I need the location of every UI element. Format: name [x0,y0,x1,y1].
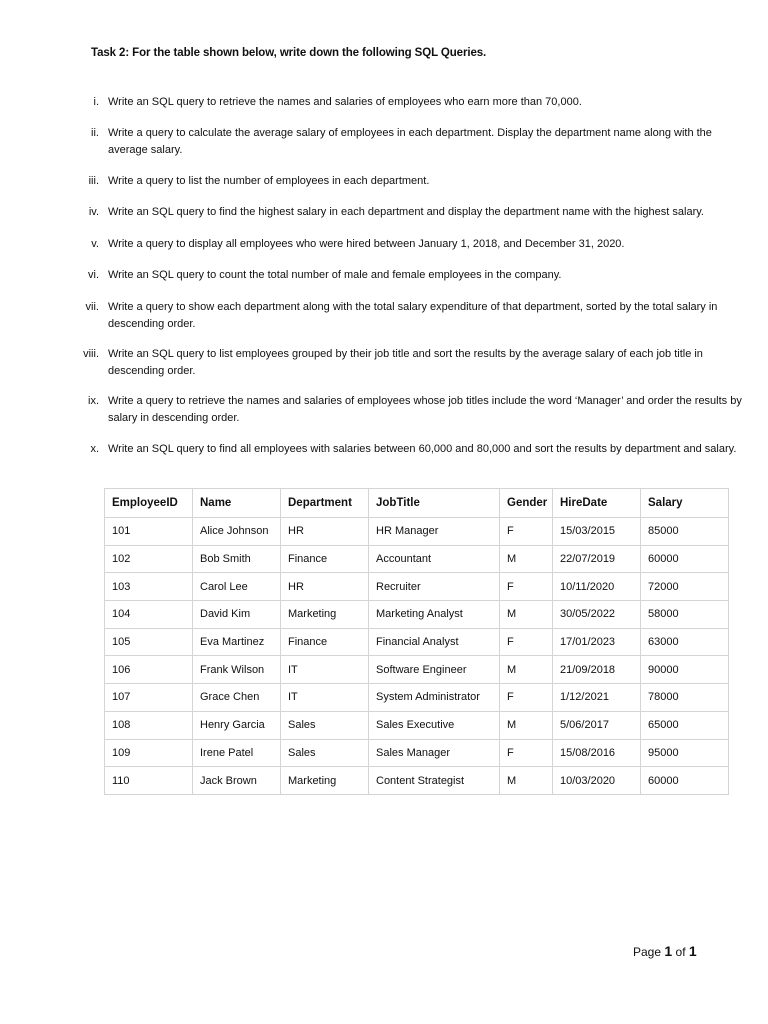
name-cell: Frank Wilson [193,656,281,684]
task-heading: Task 2: For the table shown below, write down the following SQL Queries. [91,47,487,59]
gender-cell: M [500,656,553,684]
question-text: Write an SQL query to find the highest salary in each department and display the department name with the highest salary. [108,206,704,218]
column-header-department: Department [281,489,369,518]
question-number: i. [93,96,99,108]
salary-cell: 90000 [641,656,729,684]
job-title-cell: Sales Executive [369,711,500,739]
department-cell: IT [281,684,369,712]
name-cell: Henry Garcia [193,711,281,739]
gender-cell: M [500,711,553,739]
job-title-cell: Content Strategist [369,767,500,795]
question-text: Write a query to list the number of employees in each department. [108,175,430,187]
department-cell: HR [281,573,369,601]
page-label: Page [633,945,662,959]
table-row [105,767,729,795]
hire-date-cell: 15/03/2015 [553,518,641,546]
department-cell: Sales [281,711,369,739]
table-row [105,628,729,656]
gender-cell: M [500,767,553,795]
question-number: iii. [88,175,99,187]
table-header-row [105,489,729,518]
table-row [105,545,729,573]
table-row [105,573,729,601]
employee-id-cell: 108 [105,711,193,739]
column-header-jobtitle: JobTitle [369,489,500,518]
employee-id-cell: 109 [105,739,193,767]
salary-cell: 95000 [641,739,729,767]
employee-table-container [104,488,728,795]
employee-table [104,488,729,795]
salary-cell: 65000 [641,711,729,739]
gender-cell: F [500,573,553,601]
question-text: Write an SQL query to list employees grouped by their job title and sort the results by the average salary of each job title in descending order. [108,348,703,377]
name-cell: Eva Martinez [193,628,281,656]
table-row [105,518,729,546]
question-text: Write a query to display all employees who were hired between January 1, 2018, and December 31, 2020. [108,238,625,250]
question-number: ii. [91,127,99,139]
job-title-cell: Recruiter [369,573,500,601]
column-header-name: Name [193,489,281,518]
total-pages-number: 1 [688,943,697,959]
salary-cell: 60000 [641,767,729,795]
name-cell: Alice Johnson [193,518,281,546]
current-page-number: 1 [664,943,673,959]
name-cell: Grace Chen [193,684,281,712]
job-title-cell: Software Engineer [369,656,500,684]
salary-cell: 58000 [641,601,729,629]
employee-id-cell: 105 [105,628,193,656]
of-label: of [675,945,686,959]
employee-id-cell: 106 [105,656,193,684]
table-row [105,739,729,767]
question-text: Write a query to show each department along with the total salary expenditure of that department, sorted by the total salary in descending order. [108,301,718,330]
salary-cell: 78000 [641,684,729,712]
department-cell: Sales [281,739,369,767]
salary-cell: 60000 [641,545,729,573]
question-number: vi. [88,269,99,281]
page-footer [633,943,697,959]
hire-date-cell: 5/06/2017 [553,711,641,739]
question-text: Write a query to calculate the average salary of employees in each department. Display the department name along with the average salary. [108,127,712,156]
name-cell: Carol Lee [193,573,281,601]
department-cell: Marketing [281,767,369,795]
department-cell: Finance [281,628,369,656]
gender-cell: M [500,545,553,573]
hire-date-cell: 10/03/2020 [553,767,641,795]
job-title-cell: System Administrator [369,684,500,712]
column-header-gender: Gender [500,489,553,518]
question-text: Write an SQL query to find all employees with salaries between 60,000 and 80,000 and sort the results by department and salary. [108,443,737,455]
question-number: vii. [85,301,99,313]
question-text: Write an SQL query to count the total number of male and female employees in the company. [108,269,562,281]
hire-date-cell: 17/01/2023 [553,628,641,656]
gender-cell: F [500,628,553,656]
question-number: v. [91,238,99,250]
table-body [105,518,729,795]
hire-date-cell: 30/05/2022 [553,601,641,629]
salary-cell: 63000 [641,628,729,656]
table-row [105,684,729,712]
salary-cell: 72000 [641,573,729,601]
employee-id-cell: 101 [105,518,193,546]
name-cell: Jack Brown [193,767,281,795]
gender-cell: F [500,739,553,767]
job-title-cell: Marketing Analyst [369,601,500,629]
question-text: Write a query to retrieve the names and salaries of employees whose job titles include the word ‘Manager’ and order the results by salary in descending order. [108,395,742,424]
question-number: viii. [83,348,99,360]
question-number: iv. [88,206,99,218]
name-cell: David Kim [193,601,281,629]
job-title-cell: HR Manager [369,518,500,546]
question-number: ix. [88,395,99,407]
column-header-hiredate: HireDate [553,489,641,518]
department-cell: HR [281,518,369,546]
hire-date-cell: 10/11/2020 [553,573,641,601]
job-title-cell: Financial Analyst [369,628,500,656]
question-number: x. [90,443,99,455]
department-cell: IT [281,656,369,684]
employee-id-cell: 107 [105,684,193,712]
employee-id-cell: 110 [105,767,193,795]
job-title-cell: Accountant [369,545,500,573]
table-row [105,711,729,739]
employee-id-cell: 104 [105,601,193,629]
column-header-salary: Salary [641,489,729,518]
table-row [105,601,729,629]
gender-cell: M [500,601,553,629]
job-title-cell: Sales Manager [369,739,500,767]
employee-id-cell: 102 [105,545,193,573]
table-row [105,656,729,684]
question-text: Write an SQL query to retrieve the names and salaries of employees who earn more than 70,000. [108,96,582,108]
employee-id-cell: 103 [105,573,193,601]
salary-cell: 85000 [641,518,729,546]
column-header-employeeid: EmployeeID [105,489,193,518]
hire-date-cell: 1/12/2021 [553,684,641,712]
name-cell: Irene Patel [193,739,281,767]
hire-date-cell: 22/07/2019 [553,545,641,573]
gender-cell: F [500,684,553,712]
department-cell: Marketing [281,601,369,629]
gender-cell: F [500,518,553,546]
department-cell: Finance [281,545,369,573]
hire-date-cell: 15/08/2016 [553,739,641,767]
hire-date-cell: 21/09/2018 [553,656,641,684]
name-cell: Bob Smith [193,545,281,573]
